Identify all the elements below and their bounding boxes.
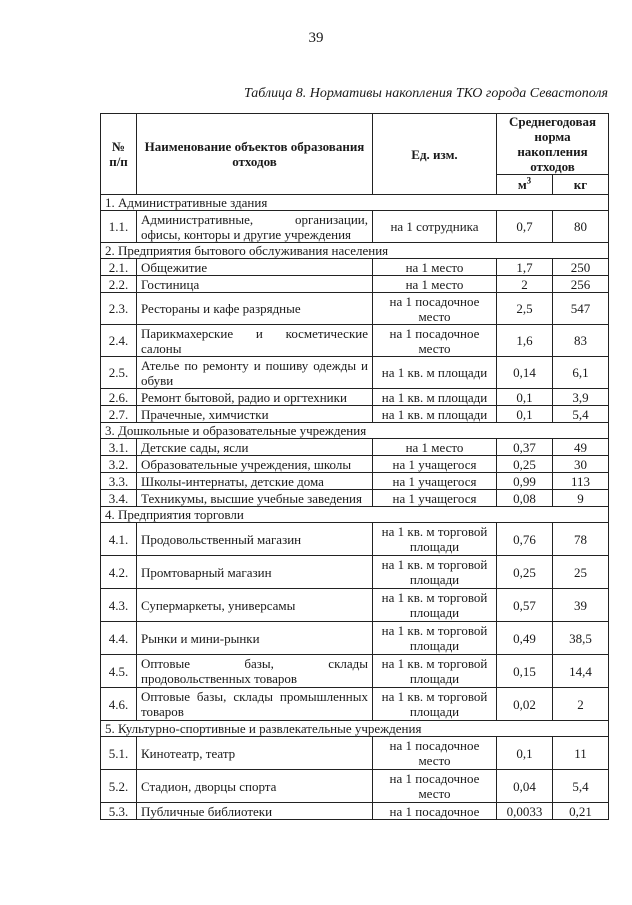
object-name: Общежитие	[137, 259, 373, 276]
norm-m3: 0,49	[497, 622, 553, 655]
norm-kg: 3,9	[553, 389, 609, 406]
object-name: Оптовые базы, склады продовольственных товаров	[137, 655, 373, 688]
norm-kg: 547	[553, 293, 609, 325]
unit-of-measure: на 1 кв. м площади	[373, 357, 497, 389]
unit-of-measure: на 1 посадочное	[373, 803, 497, 820]
table-row	[101, 556, 609, 589]
norm-kg: 250	[553, 259, 609, 276]
norm-kg: 9	[553, 490, 609, 507]
row-number: 2.5.	[101, 357, 137, 389]
object-name: Прачечные, химчистки	[137, 406, 373, 423]
norm-m3: 0,14	[497, 357, 553, 389]
table-row	[101, 389, 609, 406]
object-name: Супермаркеты, универсамы	[137, 589, 373, 622]
section-row	[101, 195, 609, 211]
row-number: 4.2.	[101, 556, 137, 589]
table-row	[101, 622, 609, 655]
object-name: Публичные библиотеки	[137, 803, 373, 820]
header-norm: Среднегодовая норма накопления отходов	[497, 114, 609, 175]
section-title: 3. Дошкольные и образовательные учреждения	[101, 423, 609, 439]
row-number: 2.2.	[101, 276, 137, 293]
object-name: Рынки и мини-рынки	[137, 622, 373, 655]
unit-of-measure: на 1 кв. м торговой площади	[373, 622, 497, 655]
object-name: Парикмахерские и косметические салоны	[137, 325, 373, 357]
table-row	[101, 688, 609, 721]
row-number: 3.1.	[101, 439, 137, 456]
norm-kg: 30	[553, 456, 609, 473]
norm-m3: 2	[497, 276, 553, 293]
unit-of-measure: на 1 учащегося	[373, 490, 497, 507]
table-row	[101, 770, 609, 803]
norm-m3: 0,02	[497, 688, 553, 721]
row-number: 1.1.	[101, 211, 137, 243]
norm-kg: 2	[553, 688, 609, 721]
norm-m3: 0,1	[497, 389, 553, 406]
row-number: 4.6.	[101, 688, 137, 721]
norm-kg: 49	[553, 439, 609, 456]
unit-of-measure: на 1 кв. м торговой площади	[373, 523, 497, 556]
unit-of-measure: на 1 кв. м площади	[373, 406, 497, 423]
table-row	[101, 259, 609, 276]
row-number: 4.5.	[101, 655, 137, 688]
table-row	[101, 456, 609, 473]
norm-kg: 256	[553, 276, 609, 293]
norm-kg: 25	[553, 556, 609, 589]
table-row	[101, 523, 609, 556]
row-number: 2.6.	[101, 389, 137, 406]
object-name: Техникумы, высшие учебные заведения	[137, 490, 373, 507]
norm-kg: 78	[553, 523, 609, 556]
table-row	[101, 490, 609, 507]
object-name: Кинотеатр, театр	[137, 737, 373, 770]
table-caption: Таблица 8. Нормативы накопления ТКО города Севастополя	[244, 86, 608, 101]
unit-of-measure: на 1 кв. м торговой площади	[373, 589, 497, 622]
page-number: 39	[308, 30, 324, 46]
norm-kg: 83	[553, 325, 609, 357]
object-name: Ателье по ремонту и пошиву одежды и обуви	[137, 357, 373, 389]
norm-kg: 11	[553, 737, 609, 770]
norm-kg: 80	[553, 211, 609, 243]
norm-kg: 5,4	[553, 770, 609, 803]
unit-of-measure: на 1 посадочное место	[373, 737, 497, 770]
unit-of-measure: на 1 кв. м торговой площади	[373, 556, 497, 589]
header-name: Наименование объектов образования отходов	[137, 114, 373, 195]
norm-m3: 0,37	[497, 439, 553, 456]
object-name: Детские сады, ясли	[137, 439, 373, 456]
table-row	[101, 655, 609, 688]
norm-kg: 113	[553, 473, 609, 490]
row-number: 2.3.	[101, 293, 137, 325]
header-num	[101, 114, 137, 195]
object-name: Рестораны и кафе разрядные	[137, 293, 373, 325]
row-number: 4.3.	[101, 589, 137, 622]
row-number: 4.4.	[101, 622, 137, 655]
header-m3	[497, 175, 553, 195]
object-name: Административные, организации, офисы, конторы и другие учреждения	[137, 211, 373, 243]
row-number: 3.3.	[101, 473, 137, 490]
object-name: Гостиница	[137, 276, 373, 293]
row-number: 2.1.	[101, 259, 137, 276]
row-number: 2.7.	[101, 406, 137, 423]
header-unit: Ед. изм.	[373, 114, 497, 195]
norm-m3: 0,25	[497, 556, 553, 589]
object-name: Школы-интернаты, детские дома	[137, 473, 373, 490]
section-title: 4. Предприятия торговли	[101, 507, 609, 523]
row-number: 4.1.	[101, 523, 137, 556]
row-number: 5.3.	[101, 803, 137, 820]
norm-kg: 14,4	[553, 655, 609, 688]
norm-kg: 6,1	[553, 357, 609, 389]
unit-of-measure: на 1 кв. м площади	[373, 389, 497, 406]
norm-m3: 0,99	[497, 473, 553, 490]
unit-of-measure: на 1 посадочное место	[373, 325, 497, 357]
header-m3-sup: 3	[526, 175, 532, 186]
row-number: 3.4.	[101, 490, 137, 507]
norm-m3: 0,04	[497, 770, 553, 803]
table-row	[101, 406, 609, 423]
section-row	[101, 507, 609, 523]
unit-of-measure: на 1 посадочное место	[373, 293, 497, 325]
header-num-text: № п/п	[109, 139, 128, 169]
unit-of-measure: на 1 учащегося	[373, 473, 497, 490]
table-row	[101, 211, 609, 243]
unit-of-measure: на 1 посадочное место	[373, 770, 497, 803]
norms-table	[100, 113, 609, 820]
norm-m3: 0,25	[497, 456, 553, 473]
norm-m3: 0,0033	[497, 803, 553, 820]
row-number: 5.2.	[101, 770, 137, 803]
object-name: Ремонт бытовой, радио и оргтехники	[137, 389, 373, 406]
section-title: 5. Культурно-спортивные и развлекательные учреждения	[101, 721, 609, 737]
unit-of-measure: на 1 место	[373, 259, 497, 276]
norm-kg: 38,5	[553, 622, 609, 655]
header-m3-text: м	[517, 177, 527, 192]
norm-kg: 5,4	[553, 406, 609, 423]
norm-m3: 0,08	[497, 490, 553, 507]
section-row	[101, 243, 609, 259]
unit-of-measure: на 1 место	[373, 439, 497, 456]
object-name: Оптовые базы, склады промышленных товаров	[137, 688, 373, 721]
row-number: 3.2.	[101, 456, 137, 473]
row-number: 2.4.	[101, 325, 137, 357]
table-row	[101, 473, 609, 490]
table-row	[101, 357, 609, 389]
norm-m3: 1,6	[497, 325, 553, 357]
norm-m3: 0,1	[497, 406, 553, 423]
norm-m3: 2,5	[497, 293, 553, 325]
table-row	[101, 325, 609, 357]
section-row	[101, 423, 609, 439]
table-row	[101, 803, 609, 820]
table-body	[101, 195, 609, 820]
norm-m3: 1,7	[497, 259, 553, 276]
norm-m3: 0,1	[497, 737, 553, 770]
norm-kg: 39	[553, 589, 609, 622]
norm-m3: 0,76	[497, 523, 553, 556]
table-row	[101, 276, 609, 293]
unit-of-measure: на 1 место	[373, 276, 497, 293]
unit-of-measure: на 1 сотрудника	[373, 211, 497, 243]
header-kg: кг	[553, 175, 609, 195]
unit-of-measure: на 1 кв. м торговой площади	[373, 655, 497, 688]
object-name: Продовольственный магазин	[137, 523, 373, 556]
norm-m3: 0,57	[497, 589, 553, 622]
unit-of-measure: на 1 кв. м торговой площади	[373, 688, 497, 721]
section-title: 1. Административные здания	[101, 195, 609, 211]
section-row	[101, 721, 609, 737]
table-header	[101, 114, 609, 195]
object-name: Образовательные учреждения, школы	[137, 456, 373, 473]
norm-m3: 0,15	[497, 655, 553, 688]
table-row	[101, 293, 609, 325]
section-title: 2. Предприятия бытового обслуживания населения	[101, 243, 609, 259]
row-number: 5.1.	[101, 737, 137, 770]
norm-kg: 0,21	[553, 803, 609, 820]
table-row	[101, 737, 609, 770]
unit-of-measure: на 1 учащегося	[373, 456, 497, 473]
table-row	[101, 589, 609, 622]
object-name: Промтоварный магазин	[137, 556, 373, 589]
norm-m3: 0,7	[497, 211, 553, 243]
object-name: Стадион, дворцы спорта	[137, 770, 373, 803]
table-row	[101, 439, 609, 456]
